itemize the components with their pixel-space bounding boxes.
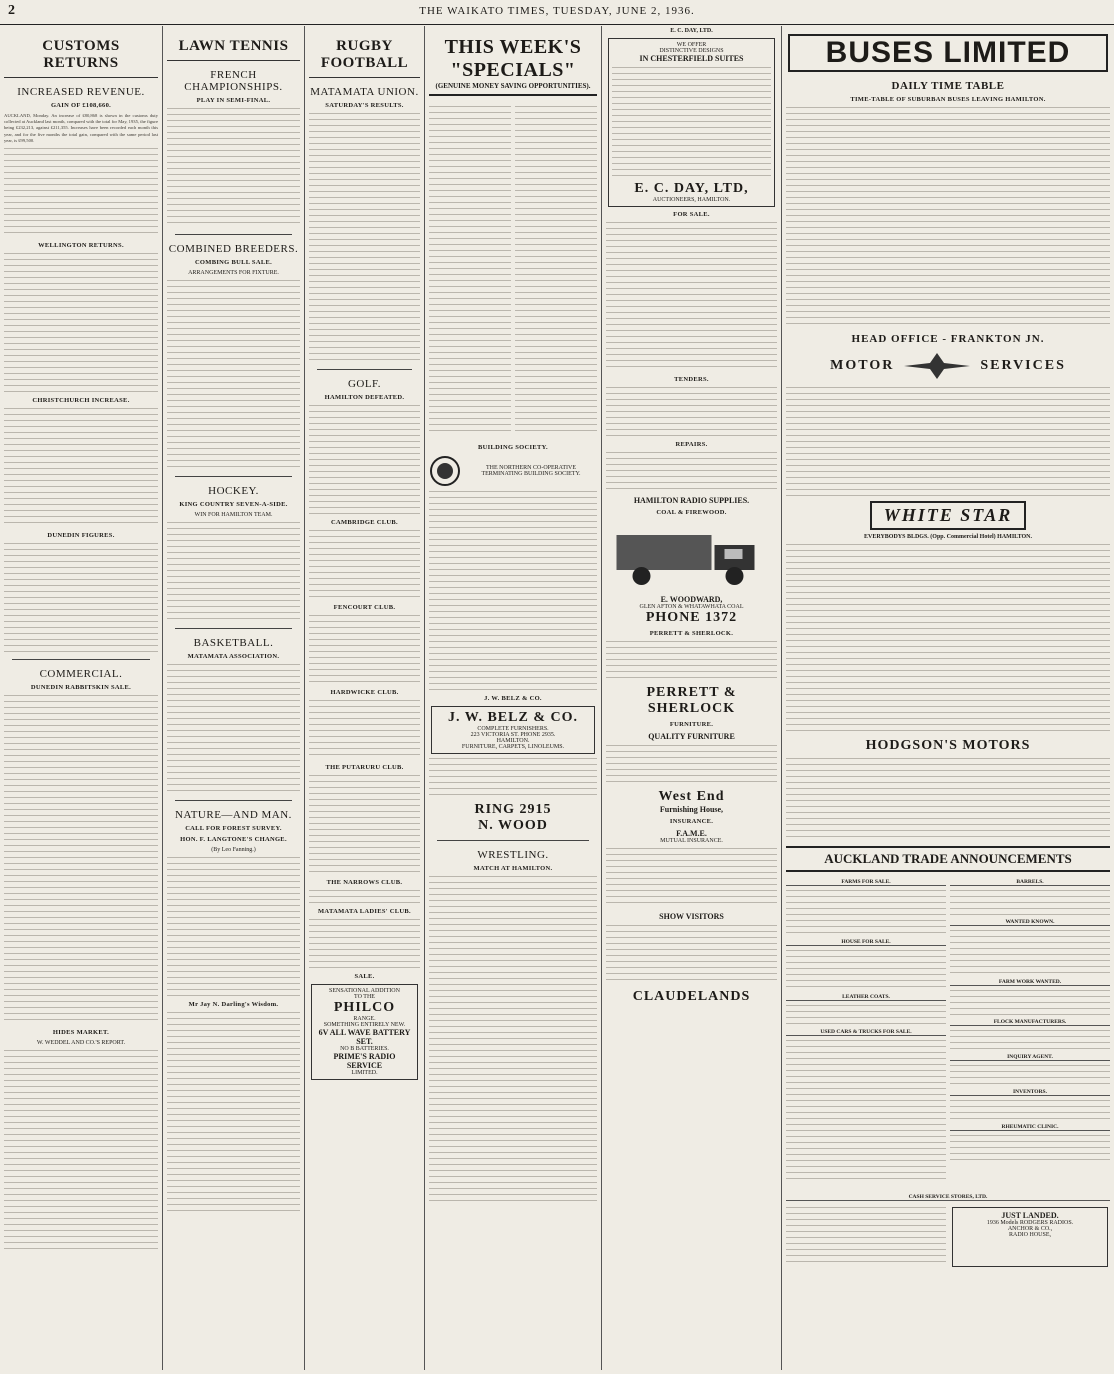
christchurch-text-block xyxy=(4,408,158,528)
ecday-top: E. C. DAY, LTD. xyxy=(670,28,713,34)
woodward-name: E. WOODWARD, xyxy=(660,595,723,604)
specials-subheading: (GENUINE MONEY SAVING OPPORTUNITIES). xyxy=(429,82,597,96)
masthead xyxy=(0,0,1114,25)
motor-label: MOTOR xyxy=(830,358,895,373)
bull-sale-heading: COMBING BULL SALE. xyxy=(194,259,273,266)
page-number: 2 xyxy=(8,3,15,18)
philco-ad-line2: TO THE xyxy=(354,994,375,1000)
fencourt-club: FENCOURT CLUB. xyxy=(333,604,396,611)
radio-house: RADIO HOUSE, xyxy=(1009,1232,1051,1238)
bottom-ads xyxy=(786,1203,1110,1271)
trade-col-right xyxy=(950,876,1110,1188)
fencourt-text-block xyxy=(309,615,420,685)
ecday-text-block xyxy=(612,67,771,177)
trade-announcements-grid xyxy=(786,876,1110,1188)
customs-paragraph: AUCKLAND, Monday. An increase of £80,868 is shown in the customs duty collected at Auckland last month, compared with the total for May, 1935, the figure being £232,213, against £211,355. Increases have been recorded each month this year, and for the five months the total gain, compared with the same period last year, is £99,500. xyxy=(4,113,160,143)
used-cars: USED CARS & TRUCKS FOR SALE. xyxy=(786,1029,946,1036)
quality-furniture: QUALITY FURNITURE xyxy=(648,732,735,741)
ladies-text-block xyxy=(309,919,420,969)
building-society-heading: BUILDING SOCIETY. xyxy=(478,444,548,451)
customs-subheading: INCREASED REVENUE. xyxy=(17,86,145,98)
offer-line3: IN CHESTERFIELD SUITES xyxy=(639,54,744,63)
daily-time-table: DAILY TIME TABLE xyxy=(891,80,1005,92)
ecday-name: E. C. DAY, LTD, xyxy=(634,181,749,196)
tennis-semifinal: PLAY IN SEMI-FINAL. xyxy=(196,97,271,104)
tennis-heading: LAWN TENNIS xyxy=(167,38,300,61)
divider xyxy=(437,840,589,841)
matamata-union-heading: MATAMATA UNION. xyxy=(310,86,419,98)
hides-text-block xyxy=(4,1050,158,1250)
star-logo-icon xyxy=(902,351,972,381)
tennis-subheading: FRENCH CHAMPIONSHIPS. xyxy=(184,69,283,93)
hamilton-defeated: HAMILTON DEFEATED. xyxy=(324,394,405,401)
hardwicke-text-block xyxy=(309,700,420,760)
darling-text-block xyxy=(167,1012,300,1212)
perrett-name: PERRETT & SHERLOCK xyxy=(646,685,737,716)
for-sale-heading: FOR SALE. xyxy=(673,211,710,218)
customs-section-christchurch: CHRISTCHURCH INCREASE. xyxy=(32,397,130,405)
customs-section-gain: GAIN OF £108,660. xyxy=(50,102,112,109)
northern-text-block xyxy=(429,491,597,691)
head-office: HEAD OFFICE - FRANKTON JN. xyxy=(851,333,1045,345)
fame-insurance: MUTUAL INSURANCE. xyxy=(660,838,723,844)
wrestling-heading: WRESTLING. xyxy=(477,849,549,861)
northern-block xyxy=(429,455,597,487)
column-specials xyxy=(425,26,602,1370)
customs-section-dunedin: DUNEDIN FIGURES. xyxy=(47,532,115,540)
wanted-known: WANTED KNOWN. xyxy=(950,919,1110,926)
belz-goods: FURNITURE, CARPETS, LINOLEUMS. xyxy=(461,744,565,750)
farms-for-sale: FARMS FOR SALE. xyxy=(786,879,946,886)
insurance-text-block xyxy=(606,848,777,908)
divider xyxy=(175,234,292,235)
repairs-heading: REPAIRS. xyxy=(675,441,708,448)
sale-heading: SALE. xyxy=(354,973,375,980)
matamata-association-heading: MATAMATA ASSOCIATION. xyxy=(187,653,280,660)
white-star-text-block xyxy=(786,544,1110,734)
primes-limited: LIMITED. xyxy=(351,1070,378,1076)
belz-tagline: COMPLETE FURNISHERS. xyxy=(477,726,549,732)
philco-ad-line5: SOMETHING ENTIRELY NEW. xyxy=(323,1022,406,1028)
suburban-timetable: TIME-TABLE OF SUBURBAN BUSES LEAVING HAMILTON. xyxy=(850,96,1046,103)
rheumatic-clinic: RHEUMATIC CLINIC. xyxy=(950,1124,1110,1131)
philco-ad xyxy=(311,984,418,1080)
dunedin-text-block xyxy=(4,543,158,653)
perrett-heading: PERRETT & SHERLOCK. xyxy=(649,630,734,637)
barrels-text xyxy=(950,890,1110,915)
hamilton-win-heading: WIN FOR HAMILTON TEAM. xyxy=(194,512,273,518)
divider xyxy=(175,476,292,477)
motor-services-text-block xyxy=(786,387,1110,497)
misc-text xyxy=(786,1154,946,1184)
anchor-co: ANCHOR & CO., xyxy=(1007,1226,1053,1232)
furniture-text-block xyxy=(606,745,777,785)
leather-coats: LEATHER COATS. xyxy=(786,994,946,1001)
wanted-text xyxy=(950,930,1110,975)
everybodys-buildings: EVERYBODYS BLDGS. (Opp. Commercial Hotel) HAMILTON. xyxy=(863,534,1033,540)
belz-heading: J. W. BELZ & CO. xyxy=(484,695,542,702)
cambridge-text-block xyxy=(309,530,420,600)
inquiry-agent: INQUIRY AGENT. xyxy=(950,1054,1110,1061)
auckland-trade-heading: AUCKLAND TRADE ANNOUNCEMENTS xyxy=(786,846,1110,872)
saturdays-results: SATURDAY'S RESULTS. xyxy=(325,102,404,109)
west-end: West End xyxy=(658,789,725,804)
divider xyxy=(317,369,412,370)
trade-col-left xyxy=(786,876,946,1188)
inventors: INVENTORS. xyxy=(950,1089,1110,1096)
basketball-text-block xyxy=(167,664,300,794)
coal-line: GLEN AFTON & WHATAWHATA COAL xyxy=(639,604,744,610)
golf-heading: GOLF. xyxy=(347,378,382,390)
wellington-text-block xyxy=(4,253,158,393)
tenders-heading: TENDERS. xyxy=(674,376,709,383)
flock-text xyxy=(950,1030,1110,1050)
philco-ad-line7: NO B BATTERIES. xyxy=(340,1046,389,1052)
putaruru-club: THE PUTARURU CLUB. xyxy=(325,764,404,771)
timetable-text-block xyxy=(786,107,1110,327)
rugby-text-block xyxy=(309,113,420,363)
philco-ad-line6: 6V ALL WAVE BATTERY SET. xyxy=(318,1028,411,1046)
specials-left-text xyxy=(429,106,511,436)
rugby-heading: RUGBY FOOTBALL xyxy=(309,38,420,78)
belz-city: HAMILTON. xyxy=(496,738,530,744)
used-cars-text xyxy=(786,1040,946,1150)
nwood-ad: N. WOOD xyxy=(478,818,548,833)
ecday-ad xyxy=(608,38,775,207)
specials-grid xyxy=(429,102,597,440)
barrels: BARRELS. xyxy=(950,879,1110,886)
motor-services-banner xyxy=(786,351,1110,381)
breeders-text-block xyxy=(167,280,300,470)
divider xyxy=(175,628,292,629)
house-text xyxy=(786,950,946,990)
claudelands: CLAUDELANDS xyxy=(632,989,751,1004)
customs-text-block xyxy=(4,148,158,238)
hides-heading: HIDES MARKET. xyxy=(52,1029,110,1037)
commercial-heading: COMMERCIAL. xyxy=(39,668,123,681)
putaruru-text-block xyxy=(309,775,420,875)
radios-models: 1936 Models RODGERS RADIOS. xyxy=(986,1220,1074,1226)
specials-heading: THIS WEEK'S "SPECIALS" xyxy=(444,36,582,81)
breeders-heading: COMBINED BREEDERS. xyxy=(168,243,299,255)
divider xyxy=(12,659,150,660)
column-rugby xyxy=(305,26,425,1370)
belz-text-block xyxy=(429,758,597,798)
column-customs xyxy=(0,26,163,1370)
hodgsons-motors: HODGSON'S MOTORS xyxy=(865,738,1031,753)
column-ads xyxy=(602,26,782,1370)
cash-service-stores: CASH SERVICE STORES, LTD. xyxy=(786,1194,1110,1201)
byline: (By Leo Fanning.) xyxy=(211,847,256,853)
northern-logo-icon xyxy=(429,455,461,487)
hockey-text-block xyxy=(167,522,300,622)
white-star-banner xyxy=(786,501,1110,530)
inquiry-text xyxy=(950,1065,1110,1085)
buses-limited-heading: BUSES LIMITED xyxy=(788,34,1108,72)
farm-work-text xyxy=(950,990,1110,1015)
matamata-ladies-club: MATAMATA LADIES' CLUB. xyxy=(318,908,411,915)
rheumatic-text xyxy=(950,1135,1110,1160)
belz-name: J. W. BELZ & CO. xyxy=(448,710,578,725)
coal-heading: COAL & FIREWOOD. xyxy=(656,509,727,516)
forest-survey-heading: CALL FOR FOREST SURVEY. xyxy=(185,825,282,832)
nature-text-block xyxy=(167,857,300,997)
fame-name: F.A.M.E. xyxy=(676,829,707,838)
specials-right-text xyxy=(515,106,597,436)
show-visitors: SHOW VISITORS xyxy=(659,912,724,921)
philco-ad-line1: SENSATIONAL ADDITION xyxy=(329,988,400,994)
narrows-text-block xyxy=(309,890,420,904)
hockey-heading: HOCKEY. xyxy=(208,485,259,497)
rabbitskin-heading: DUNEDIN RABBITSKIN SALE. xyxy=(30,684,132,692)
primes-radio: PRIME'S RADIO SERVICE xyxy=(333,1052,396,1070)
basketball-heading: BASKETBALL. xyxy=(193,637,274,649)
narrows-club: THE NARROWS CLUB. xyxy=(326,879,403,886)
offer-line1: WE OFFER xyxy=(676,42,707,48)
services-label: SERVICES xyxy=(980,358,1066,373)
belz-address: 223 VICTORIA ST. PHONE 2935. xyxy=(470,732,556,738)
offer-line2: DISTINCTIVE DESIGNS xyxy=(659,48,724,54)
ring-ad: RING 2915 xyxy=(474,802,552,817)
langstone-heading: HON. F. LANGTONE'S CHANGE. xyxy=(180,836,287,843)
golf-text-block xyxy=(309,405,420,515)
coal-truck-icon xyxy=(606,520,777,590)
farms-text xyxy=(786,890,946,935)
hamilton-radio-supplies: HAMILTON RADIO SUPPLIES. xyxy=(633,496,750,505)
repairs-text-block xyxy=(606,452,777,492)
column-lawn-tennis xyxy=(163,26,305,1370)
ecday-auctioneers: AUCTIONEERS, HAMILTON. xyxy=(652,197,731,203)
darling-wisdom-heading: Mr Jay N. Darling's Wisdom. xyxy=(188,1001,279,1008)
farm-work-wanted: FARM WORK WANTED. xyxy=(950,979,1110,986)
weddel-heading: W. WEDDEL AND CO.'S REPORT. xyxy=(36,1040,126,1047)
column-buses xyxy=(782,26,1114,1370)
belz-ad xyxy=(431,706,595,754)
tenders-text-block xyxy=(606,387,777,437)
inventors-text xyxy=(950,1100,1110,1120)
customs-section-wellington: WELLINGTON RETURNS. xyxy=(38,242,124,250)
cash-stores-text xyxy=(786,1207,946,1267)
perrett-text-block xyxy=(606,641,777,681)
rabbitskin-text-block xyxy=(4,695,158,1025)
leather-text xyxy=(786,1005,946,1025)
seven-a-side-heading: KING COUNTRY SEVEN-A-SIDE. xyxy=(179,501,288,508)
cambridge-club: CAMBRIDGE CLUB. xyxy=(331,519,398,526)
philco-ad-brand: PHILCO xyxy=(333,1000,396,1015)
radios-ad xyxy=(952,1207,1108,1267)
house-for-sale: HOUSE FOR SALE. xyxy=(786,939,946,946)
fixture-heading: ARRANGEMENTS FOR FIXTURE. xyxy=(188,270,279,276)
furniture-heading: FURNITURE. xyxy=(669,721,714,728)
wrestling-match: MATCH AT HAMILTON. xyxy=(473,865,553,872)
insurance-heading: INSURANCE. xyxy=(669,818,714,825)
flock-manufacturers: FLOCK MANUFACTURERS. xyxy=(950,1019,1110,1026)
furnishing-house: Furnishing House, xyxy=(659,805,724,814)
woodward-phone: PHONE 1372 xyxy=(645,610,738,625)
northern-society: THE NORTHERN CO-OPERATIVE TERMINATING BUILDING SOCIETY. xyxy=(481,465,581,477)
hardwicke-club: HARDWICKE CLUB. xyxy=(330,689,399,696)
wrestling-text-block xyxy=(429,876,597,1206)
newspaper-title: THE WAIKATO TIMES, TUESDAY, JUNE 2, 1936. xyxy=(419,5,695,17)
hodgsons-text-block xyxy=(786,758,1110,838)
tennis-text-block xyxy=(167,108,300,228)
divider xyxy=(175,800,292,801)
for-sale-text-block xyxy=(606,222,777,372)
philco-ad-line4: RANGE. xyxy=(353,1016,376,1022)
customs-heading: CUSTOMS RETURNS xyxy=(4,38,158,78)
just-landed: JUST LANDED. xyxy=(1001,1211,1059,1220)
nature-heading: NATURE—AND MAN. xyxy=(175,809,292,821)
white-star-logo: WHITE STAR xyxy=(870,501,1027,530)
showroom-text-block xyxy=(606,925,777,985)
